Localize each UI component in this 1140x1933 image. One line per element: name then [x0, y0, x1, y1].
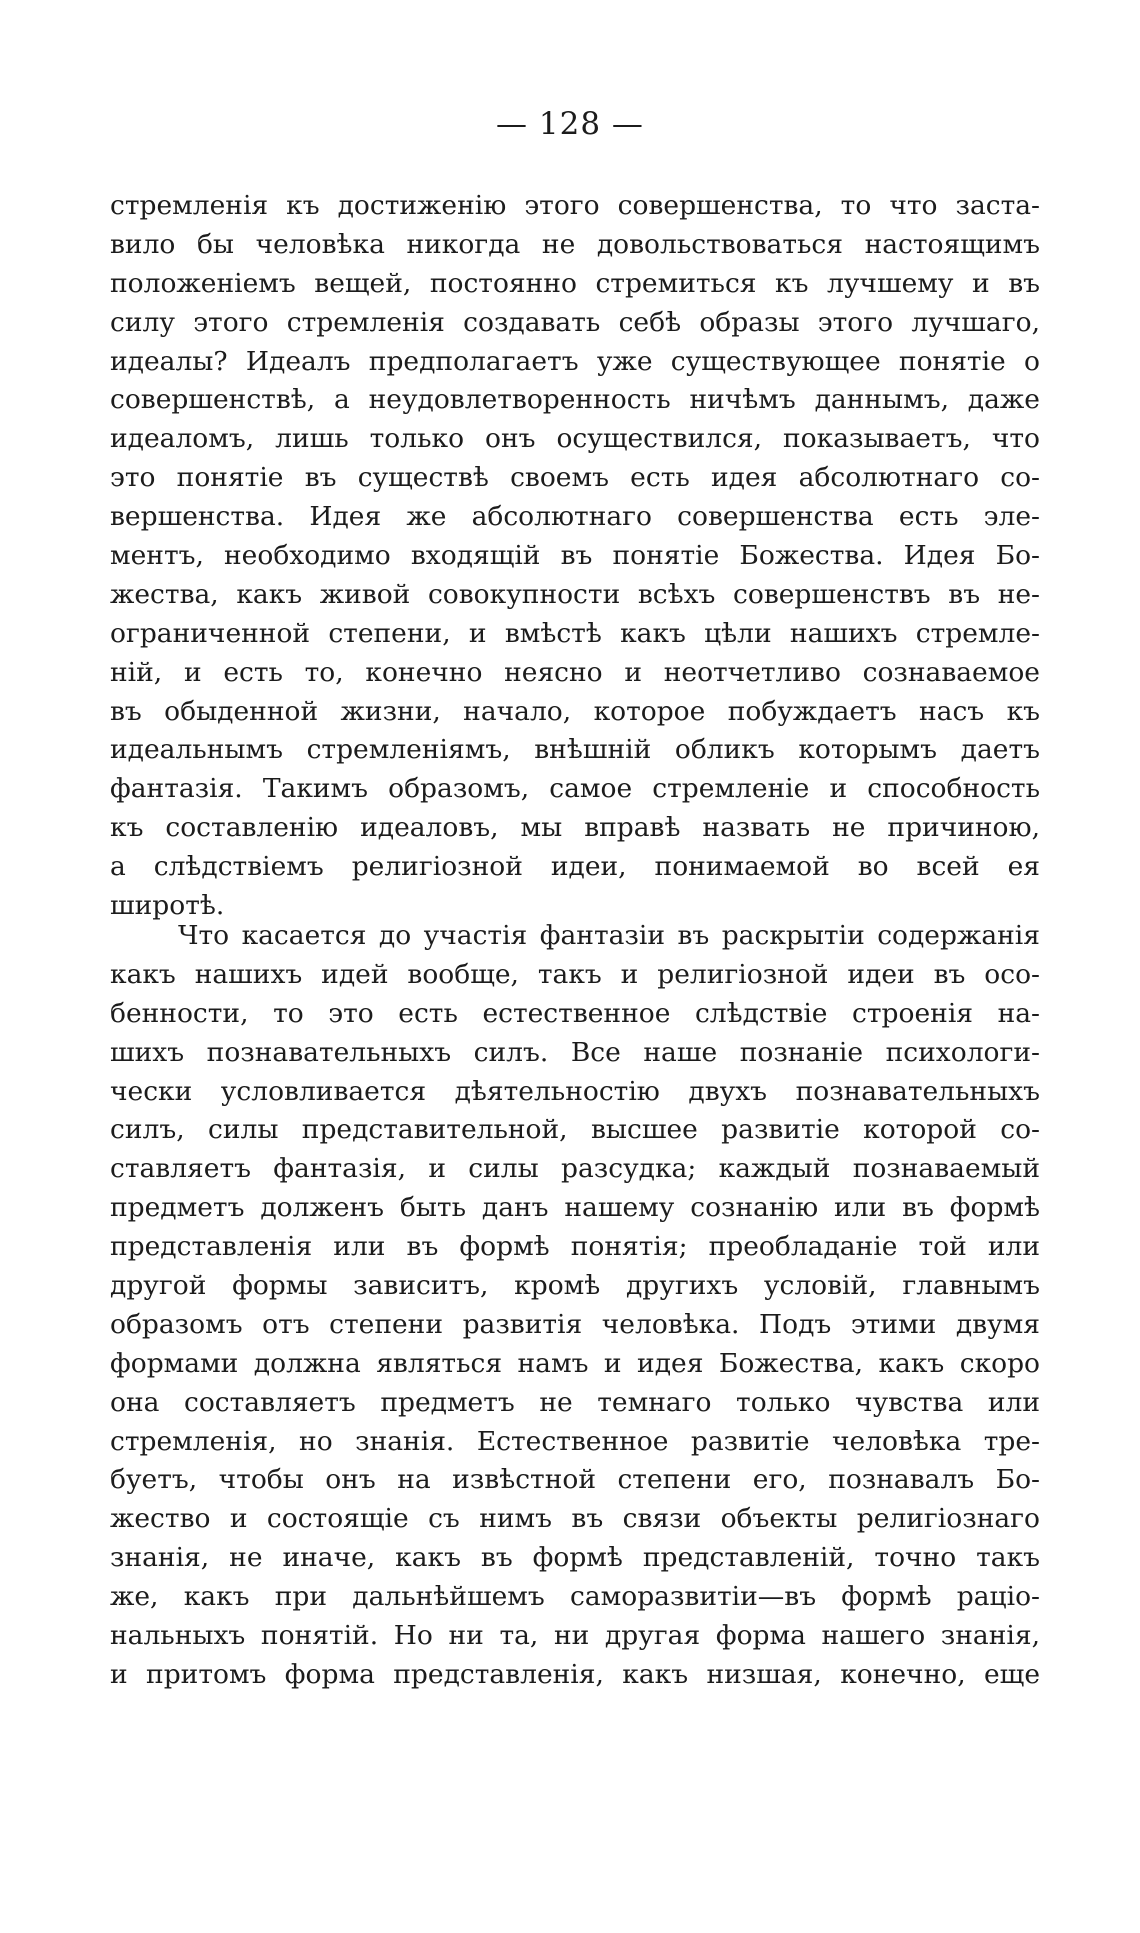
text-line: къ составленію идеаловъ, мы вправѣ назвать не причиною, [110, 812, 1040, 844]
text-line: ограниченной степени, и вмѣстѣ какъ цѣли нашихъ стремле- [110, 617, 1040, 649]
text-line: Что касается до участія фантазіи въ раскрытіи содержанія [178, 920, 1040, 951]
text-line: стремленія, но знанія. Естественное развитіе человѣка тре- [110, 1425, 1040, 1457]
text-line: бенности, то это есть естественное слѣдствіе строенія на- [110, 997, 1040, 1029]
text-line: въ обыденной жизни, начало, которое побуждаетъ насъ къ [110, 695, 1040, 727]
text-line: ній, и есть то, конечно неясно и неотчетливо сознаваемое [110, 656, 1040, 688]
text-line: жество и состоящіе съ нимъ въ связи объекты религіознаго [110, 1503, 1040, 1535]
text-line: чески условливается дѣятельностію двухъ познавательныхъ [110, 1075, 1040, 1107]
text-line: это понятіе въ существѣ своемъ есть идея абсолютнаго со- [110, 462, 1040, 494]
text-line: идеаломъ, лишь только онъ осуществился, показываетъ, что [110, 423, 1040, 455]
text-line: вершенства. Идея же абсолютнаго совершенства есть эле- [110, 501, 1040, 533]
text-line: положеніемъ вещей, постоянно стремиться къ лучшему и въ [110, 267, 1040, 299]
text-line: формами должна являться намъ и идея Божества, какъ скоро [110, 1347, 1040, 1379]
text-line: а слѣдствіемъ религіозной идеи, понимаемой во всей ея [110, 851, 1040, 883]
text-line: совершенствѣ, а неудовлетворенность ничѣмъ даннымъ, даже [110, 384, 1040, 416]
text-line: шихъ познавательныхъ силъ. Все наше познаніе психологи- [110, 1036, 1040, 1068]
paragraph-fantasy [110, 917, 1040, 1695]
text-line: фантазія. Такимъ образомъ, самое стремленіе и способность [110, 773, 1040, 805]
text-line: ментъ, необходимо входящій въ понятіе Божества. Идея Бо- [110, 540, 1040, 572]
text-line: стремленія къ достиженію этого совершенства, то что заста- [110, 190, 1040, 221]
text-line: силъ, силы представительной, высшее развитіе которой со- [110, 1114, 1040, 1146]
text-line: вило бы человѣка никогда не довольствоваться настоящимъ [110, 228, 1040, 260]
text-line: буетъ, чтобы онъ на извѣстной степени его, познавалъ Бо- [110, 1464, 1040, 1496]
text-line: нальныхъ понятій. Но ни та, ни другая форма нашего знанія, [110, 1620, 1040, 1652]
text-line: какъ нашихъ идей вообще, такъ и религіозной идеи въ осо- [110, 958, 1040, 990]
text-line: жества, какъ живой совокупности всѣхъ совершенствъ въ не- [110, 578, 1040, 610]
paragraph-continuation [110, 187, 1040, 926]
text-line: силу этого стремленія создавать себѣ образы этого лучшаго, [110, 306, 1040, 338]
page-number: — 128 — [496, 106, 644, 142]
text-line: знанія, не иначе, какъ въ формѣ представленій, точно такъ [110, 1542, 1040, 1574]
text-line: же, какъ при дальнѣйшемъ саморазвитіи—въ формѣ раціо- [110, 1581, 1040, 1613]
text-line: ставляетъ фантазія, и силы разсудка; каждый познаваемый [110, 1153, 1040, 1185]
text-line: идеальнымъ стремленіямъ, внѣшній обликъ которымъ даетъ [110, 734, 1040, 766]
text-line: она составляетъ предметъ не темнаго только чувства или [110, 1386, 1040, 1418]
text-line: и притомъ форма представленія, какъ низшая, конечно, еще [110, 1658, 1040, 1690]
text-line: представленія или въ формѣ понятія; преобладаніе той или [110, 1231, 1040, 1263]
text-line: образомъ отъ степени развитія человѣка. Подъ этими двумя [110, 1308, 1040, 1340]
text-line: идеалы? Идеалъ предполагаетъ уже существующее понятіе о [110, 345, 1040, 377]
text-line: другой формы зависитъ, кромѣ другихъ условій, главнымъ [110, 1270, 1040, 1302]
text-line: широтѣ. [110, 890, 225, 922]
text-line: предметъ долженъ быть данъ нашему сознанію или въ формѣ [110, 1192, 1040, 1224]
